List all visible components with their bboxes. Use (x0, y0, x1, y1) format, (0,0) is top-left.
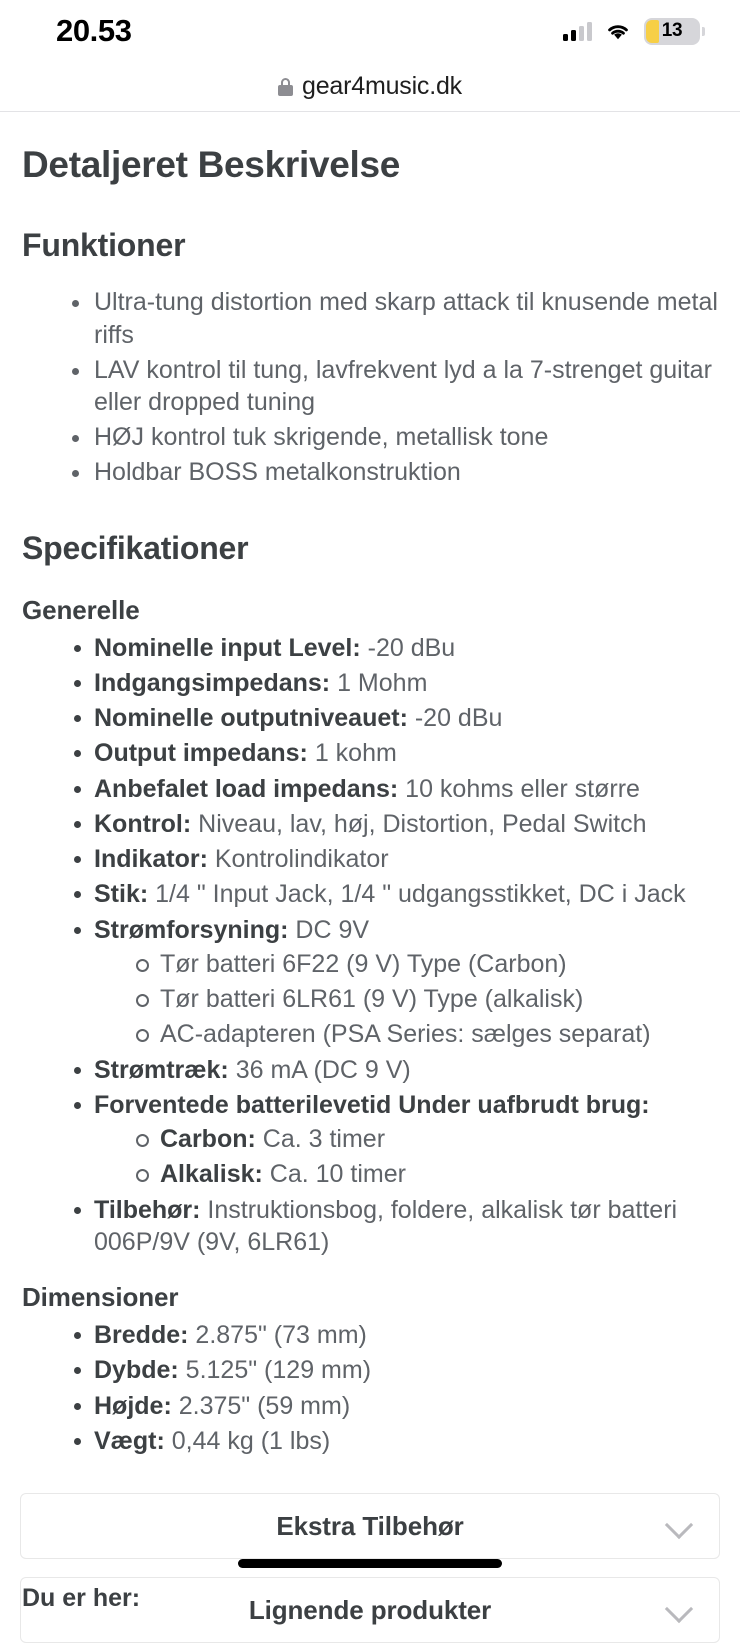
spec-label: Bredde: (94, 1321, 189, 1349)
table-row (22, 737, 718, 769)
table-row (22, 632, 718, 664)
spec-label: Indgangsimpedans: (94, 668, 331, 697)
spec-label: Strømforsyning: (94, 915, 289, 944)
list-item: Holdbar BOSS metalkonstruktion (22, 456, 718, 489)
list-item (94, 1018, 718, 1050)
list-item (94, 948, 718, 980)
table-row (22, 1089, 718, 1191)
spec-value: DC 9V (288, 915, 370, 944)
features-heading: Funktioner (22, 227, 186, 263)
spec-value: Instruktionsbog, foldere, alkalisk tør batteri 006P/9V (9V, 6LR61) (94, 1195, 678, 1256)
spec-value: -20 dBu (360, 633, 456, 662)
spec-label: Tilbehør: (94, 1195, 201, 1224)
sub-value: Tør batteri 6F22 (9 V) Type (Carbon) (160, 949, 567, 978)
dimensions-heading: Dimensioner (22, 1282, 179, 1312)
list-item: HØJ kontrol tuk skrigende, metallisk tone (22, 421, 718, 454)
battery-level-label: 13 (661, 20, 683, 41)
spec-value: 36 mA (DC 9 V) (228, 1055, 411, 1084)
status-bar (0, 0, 740, 62)
spec-label: Nominelle input Level: (94, 633, 361, 662)
spec-label: Indikator: (94, 845, 208, 873)
spec-label: Forventede batterilevetid Under uafbrudt brug: (94, 1090, 650, 1119)
sub-value: Ca. 3 timer (255, 1125, 386, 1153)
url-text: gear4music.dk (302, 72, 462, 100)
signal-bars-icon (563, 21, 592, 41)
table-row (22, 1319, 718, 1351)
accordion-ekstra-tilbehoer[interactable] (20, 1493, 720, 1559)
accordion-group (0, 1493, 740, 1643)
list-item (94, 1158, 718, 1190)
sub-value: Tør batteri 6LR61 (9 V) Type (alkalisk) (160, 985, 584, 1013)
spec-value: 1 kohm (307, 739, 397, 768)
table-row (22, 702, 718, 734)
spec-label: Stik: (94, 880, 149, 909)
general-specs-list (22, 632, 718, 1259)
general-specs-heading: Generelle (22, 594, 140, 625)
lock-icon (278, 78, 293, 96)
wifi-icon (605, 21, 631, 41)
battery-icon (644, 18, 700, 45)
chevron-down-icon (667, 1596, 691, 1620)
spec-value: 2.375" (59 mm) (171, 1391, 351, 1420)
spec-label: Vægt: (94, 1426, 165, 1455)
spec-value: Kontrolindikator (207, 845, 389, 873)
home-indicator[interactable] (238, 1559, 502, 1568)
list-item (94, 1123, 718, 1155)
spec-value: 5.125" (129 mm) (178, 1356, 372, 1385)
sub-value: Ca. 10 timer (262, 1160, 406, 1189)
sub-label: Alkalisk: (160, 1160, 263, 1189)
table-row (22, 1194, 718, 1259)
accordion-label: Ekstra Tilbehør (276, 1510, 464, 1541)
battery-life-sub-list (94, 1123, 718, 1191)
breadcrumb: Du er her: (22, 1584, 141, 1612)
list-item (94, 983, 718, 1015)
spec-value: -20 dBu (407, 704, 503, 732)
table-row (22, 1390, 718, 1422)
sub-value: AC-adapteren (PSA Series: sælges separat) (160, 1020, 651, 1049)
table-row (22, 878, 718, 910)
spec-value: 1/4 " Input Jack, 1/4 " udgangsstikket, DC i Jack (148, 880, 686, 909)
spec-label: Højde: (94, 1391, 172, 1420)
table-row (22, 914, 718, 1051)
table-row (22, 667, 718, 699)
spec-value: 2.875" (73 mm) (188, 1321, 367, 1349)
list-item: LAV kontrol til tung, lavfrekvent lyd a la 7-strenget guitar eller dropped tuning (22, 354, 718, 420)
table-row (22, 1425, 718, 1457)
status-bar-clock: 20.53 (56, 13, 132, 48)
spec-label: Nominelle outputniveauet: (94, 704, 408, 732)
spec-value: 0,44 kg (1 lbs) (164, 1426, 331, 1455)
features-list (22, 286, 718, 489)
page-content (0, 144, 740, 1457)
page-title: Detaljeret Beskrivelse (22, 144, 401, 185)
spec-value: 1 Mohm (330, 668, 428, 697)
specifications-heading: Specifikationer (22, 529, 249, 566)
table-row (22, 1054, 718, 1086)
browser-url-bar[interactable] (0, 62, 740, 112)
status-bar-indicators (563, 18, 700, 45)
table-row (22, 843, 718, 875)
list-item: Ultra-tung distortion med skarp attack til knusende metal riffs (22, 286, 718, 352)
spec-label: Dybde: (94, 1356, 179, 1385)
spec-label: Anbefalet load impedans: (94, 774, 399, 803)
spec-label: Output impedans: (94, 739, 308, 768)
spec-label: Kontrol: (94, 809, 192, 838)
table-row (22, 773, 718, 805)
sub-label: Carbon: (160, 1125, 256, 1153)
dimensions-list (22, 1319, 718, 1457)
accordion-label: Lignende produkter (248, 1594, 492, 1625)
table-row (22, 808, 718, 840)
chevron-down-icon (667, 1512, 691, 1536)
spec-value: 10 kohms eller større (398, 774, 640, 803)
spec-value: Niveau, lav, høj, Distortion, Pedal Switch (191, 809, 647, 838)
power-supply-sub-list (94, 948, 718, 1051)
spec-label: Strømtræk: (94, 1055, 229, 1084)
table-row (22, 1354, 718, 1386)
